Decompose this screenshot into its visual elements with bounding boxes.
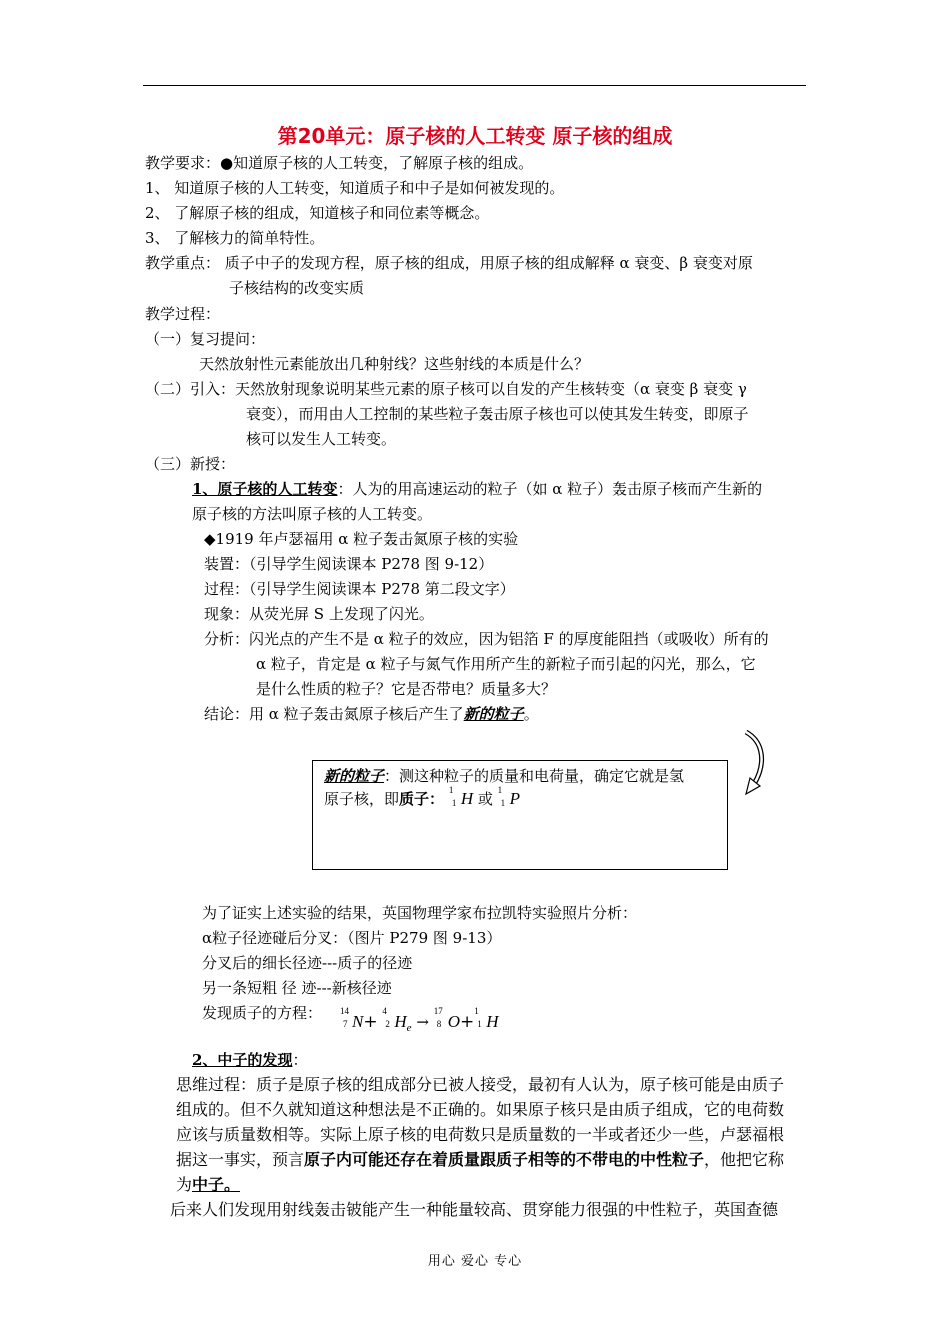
plus-sign: + [363,1012,378,1032]
box-line-2 [324,785,521,809]
requirement-item-3: 3、 了解核力的简单特性。 [145,229,325,247]
plus-sign-2: + [459,1012,475,1032]
section2-heading: 2、中子的发现： [192,1051,308,1069]
neutron-para-3: 应该与质量数相等。实际上原子核的电荷数只是质量数的一半或者还少一些，卢瑟福根 [176,1125,785,1144]
requirements-text: 知道原子核的人工转变，了解原子核的组成。 [233,154,534,172]
reaction-arrow: → [416,1013,429,1031]
requirements-label: 教学要求： [145,154,221,172]
box-text-2: 原子核，即 [324,790,400,808]
box-new-particle: 新的粒子 [324,767,385,785]
section1-line-2: 原子核的方法叫原子核的人工转变。 [192,505,433,523]
oxygen-term: 17 8 O [433,1006,460,1031]
neutron-para-5: 为中子。 [176,1175,241,1194]
analysis-line-1: 分析：闪光点的产生不是 α 粒子的效应，因为铝箔 F 的厚度能阻挡（或吸收）所有的 [204,630,769,648]
box-line-1 [324,766,684,786]
bullet-icon: ● [220,154,234,172]
hydrogen-symbol: 1 1 H [448,785,474,808]
section1-title: 1、原子核的人工转变 [192,480,338,498]
experiment-line: ◆1919 年卢瑟福用 α 粒子轰击氮原子核的实验 [204,530,519,548]
requirements-line [145,153,533,173]
conclusion-new-particle: 新的粒子 [463,705,524,723]
review-question: 天然放射性元素能放出几种射线？这些射线的本质是什么？ [199,355,590,373]
key-points-line-1: 教学重点： 质子中子的发现方程，原子核的组成，用原子核的组成解释 α 衰变、β 衰变对原 [145,254,753,272]
new-lesson-heading: （三）新授： [145,455,236,473]
nitrogen-term: 14 7 N [340,1006,364,1031]
helium-term: 4 2 $H_e$ [382,1006,412,1034]
box-text-1: ：测这种粒子的质量和电荷量，确定它就是氢 [384,767,685,785]
box-proton-label: 质子： [399,790,445,808]
page-footer: 用心 爱心 专心 [427,1254,523,1269]
neutron-para-2: 组成的。但不久就知道这种想法是不正确的。如果原子核只是由质子组成，它的电荷数 [176,1100,785,1119]
conclusion-text: 结论：用 α 粒子轰击氮原子核后产生了 [204,705,464,723]
intro-line-1: （二）引入：天然放射现象说明某些元素的原子核可以自发的产生核转变（α 衰变 β 衰变 γ [145,380,747,398]
phenomenon-line: 现象：从荧光屏 S 上发现了闪光。 [204,605,434,623]
review-heading: （一）复习提问： [145,330,266,348]
proton-symbol: 1 1 P [497,785,521,808]
neutron-para-1: 思维过程：质子是原子核的组成部分已被人接受，最初有人认为，原子核可能是由质子 [176,1075,785,1094]
process-label: 教学过程： [145,305,221,323]
confirm-line-4: 另一条短粗 径 迹---新核径迹 [202,979,392,997]
analysis-line-3: 是什么性质的粒子？它是否带电？质量多大？ [256,680,557,698]
neutron-para-6: 后来人们发现用射线轰击铍能产生一种能量较高、贯穿能力很强的中性粒子，英国查德 [170,1200,779,1219]
requirement-item-2: 2、 了解原子核的组成，知道核子和同位素等概念。 [145,204,490,222]
confirm-line-5: 发现质子的方程： [202,1004,323,1022]
box-or: 或 [477,790,493,808]
intro-line-2: 衰变），而用由人工控制的某些粒子轰击原子核也可以使其发生转变，即原子 [246,405,749,423]
conclusion-end: 。 [523,705,539,723]
requirement-item-1: 1、 知道原子核的人工转变，知道质子和中子是如何被发现的。 [145,179,565,197]
key-points-line-2: 子核结构的改变实质 [229,279,365,297]
hydrogen-term: 1 1 H [474,1006,499,1031]
section1-text: ：人为的用高速运动的粒子（如 α 粒子）轰击原子核而产生新的 [337,480,763,498]
confirm-line-1: 为了证实上述实验的结果，英国物理学家布拉凯特实验照片分析： [202,904,638,922]
neutron-para-4: 据这一事实，预言原子内可能还存在着质量跟质子相等的不带电的中性粒子，他把它称 [176,1150,785,1169]
neutron-term: 中子。 [192,1175,241,1194]
confirm-line-2: α粒子径迹碰后分叉：（图片 P279 图 9-13） [202,929,502,947]
intro-line-3: 核可以发生人工转变。 [246,430,397,448]
proton-equation [340,1006,499,1040]
conclusion-line [204,704,539,724]
page-title: 第20单元：原子核的人工转变 原子核的组成 [277,124,673,148]
procedure-line: 过程：（引导学生阅读课本 P278 第二段文字） [204,580,515,598]
apparatus-line: 装置：（引导学生阅读课本 P278 图 9-12） [204,555,494,573]
header-rule [143,85,806,86]
neutral-particle-statement: 原子内可能还存在着质量跟质子相等的不带电的中性粒子 [304,1150,705,1169]
curved-arrow-icon [738,728,768,798]
section1-line-1 [192,479,762,499]
section2-title: 2、中子的发现 [192,1051,293,1069]
confirm-line-3: 分叉后的细长径迹---质子的径迹 [202,954,413,972]
analysis-line-2: α 粒子，肯定是 α 粒子与氮气作用所产生的新粒子而引起的闪光，那么，它 [256,655,756,673]
